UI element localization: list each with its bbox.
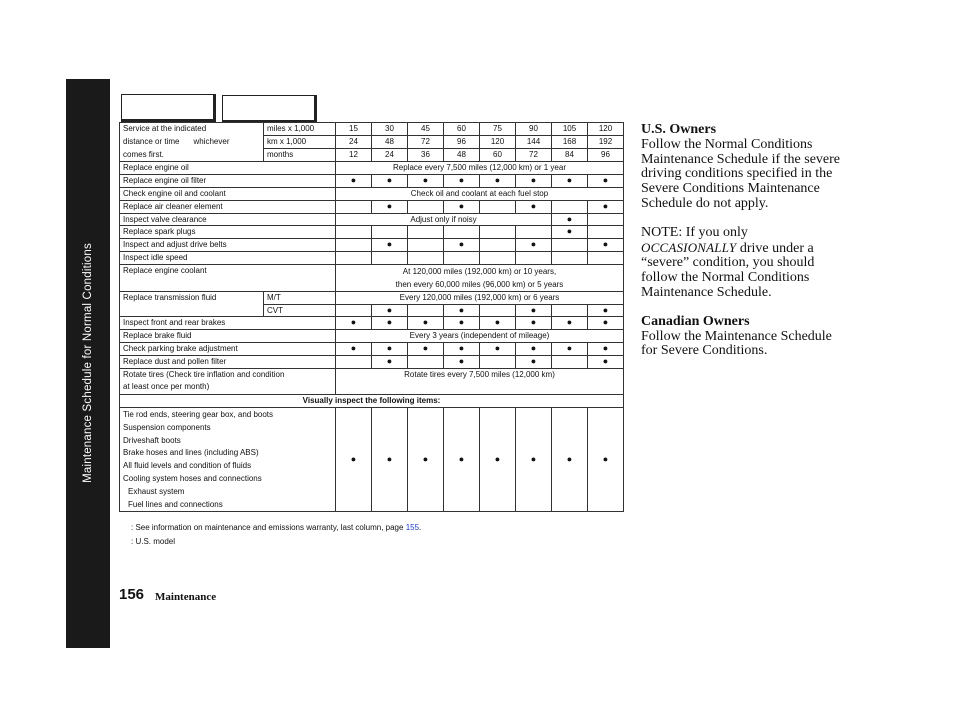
table-row [120,187,624,200]
service-dot: ● [480,407,516,511]
service-dot: ● [480,342,516,355]
service-dot: ● [588,355,624,368]
page-section-label: Maintenance [155,591,217,603]
service-dot: ● [444,317,480,330]
service-dot: ● [372,239,408,252]
canadian-owners-heading: Canadian Owners [641,313,750,329]
service-dot: ● [516,175,552,188]
service-dot: ● [516,317,552,330]
service-dot: ● [516,355,552,368]
service-dot: ● [444,342,480,355]
service-dot: ● [336,175,372,188]
list-item: Brake hoses and lines (including ABS) [123,448,259,458]
trans-mt-label: M/T [264,291,336,304]
maintenance-schedule-table [119,122,624,512]
list-item: Tie rod ends, steering gear box, and boots [123,409,274,419]
km-cell: 48 [372,136,408,149]
service-dot: ● [372,355,408,368]
unit-miles: miles x 1,000 [264,123,336,136]
item-label: Replace air cleaner element [120,200,336,213]
service-dot: ● [588,407,624,511]
service-dot: ● [336,342,372,355]
service-label-line: comes first. [123,149,164,159]
service-dot: ● [552,226,588,239]
table-row [120,175,624,188]
item-note: Every 120,000 miles (192,000 km) or 6 years [336,291,624,304]
list-item: Exhaust system [128,486,185,496]
service-dot: ● [372,317,408,330]
km-cell: 144 [516,136,552,149]
service-dot: ● [552,342,588,355]
miles-cell: 120 [588,123,624,136]
service-dot: ● [588,239,624,252]
months-cell: 12 [336,149,372,162]
item-label: Inspect valve clearance [120,213,336,226]
list-item: Suspension components [123,422,211,432]
owner-notes [641,123,851,359]
months-cell: 72 [516,149,552,162]
footnote-warranty: : See information on maintenance and emissions warranty, last column, page 155. [131,523,422,532]
service-dot: ● [444,407,480,511]
months-cell: 96 [588,149,624,162]
months-cell: 36 [408,149,444,162]
service-dot: ● [408,342,444,355]
item-note: Every 3 years (independent of mileage) [336,330,624,343]
table-row [120,213,624,226]
table-row [120,291,624,304]
item-label: Inspect front and rear brakes [120,317,336,330]
item-label: Inspect idle speed [120,251,336,264]
item-label: Check parking brake adjustment [120,342,336,355]
header-box-right [222,95,315,121]
item-label: Replace engine coolant [120,264,336,291]
service-dot: ● [552,407,588,511]
item-label: Replace engine oil [120,162,336,175]
service-dot: ● [444,355,480,368]
item-label: Inspect and adjust drive belts [120,239,336,252]
list-item: All fluid levels and condition of fluids [123,461,252,471]
page-number: 156 [119,586,145,603]
item-label: Replace engine oil filter [120,175,336,188]
service-dot: ● [588,304,624,317]
footnote-us-model: : U.S. model [131,537,176,546]
service-dot: ● [372,342,408,355]
service-dot: ● [444,239,480,252]
item-note: Rotate tires every 7,500 miles (12,000 km) [336,368,624,395]
km-cell: 168 [552,136,588,149]
service-dot: ● [336,317,372,330]
km-cell: 24 [336,136,372,149]
service-label-cell [120,123,264,162]
service-dot: ● [480,175,516,188]
list-item: Cooling system hoses and connections [123,473,262,483]
list-item: Driveshaft boots [123,435,181,445]
service-dot: ● [516,239,552,252]
note-text: NOTE: If you only OCCASIONALLY drive under a “severe” condition, you should follow the Normal Conditions Maintenance Schedule. [641,224,815,300]
service-dot: ● [372,200,408,213]
us-owners-heading: U.S. Owners [641,122,717,137]
service-dot: ● [552,213,588,226]
months-cell: 84 [552,149,588,162]
miles-cell: 60 [444,123,480,136]
table-row [120,342,624,355]
service-dot: ● [516,200,552,213]
table-row [120,355,624,368]
table-row [120,317,624,330]
service-dot: ● [552,175,588,188]
months-cell: 60 [480,149,516,162]
service-dot: ● [588,342,624,355]
header-box-left [121,94,214,120]
table-row [120,395,624,408]
visual-items-list [120,407,336,511]
trans-cvt-label: CVT [264,304,336,317]
item-label: Replace brake fluid [120,330,336,343]
table-row [120,368,624,395]
table-row [120,226,624,239]
miles-cell: 105 [552,123,588,136]
us-owners-text: Follow the Normal Conditions Maintenance Schedule if the severe driving conditions specified in the Severe Conditions Maintenance Schedule do not apply. [641,136,841,211]
service-dot: ● [372,304,408,317]
service-dot: ● [444,200,480,213]
service-dot: ● [588,175,624,188]
unit-months: months [264,149,336,162]
miles-cell: 30 [372,123,408,136]
item-note: At 120,000 miles (192,000 km) or 10 years, then every 60,000 miles (96,000 km) or 5 years [336,264,624,291]
table-row [120,330,624,343]
service-dot: ● [444,304,480,317]
item-label: Replace dust and pollen filter [120,355,336,368]
table-row [120,407,624,511]
item-label: Replace spark plugs [120,226,336,239]
km-cell: 120 [480,136,516,149]
table-row [120,251,624,264]
table-row [120,239,624,252]
service-dot: ● [516,342,552,355]
unit-km: km x 1,000 [264,136,336,149]
item-note: Adjust only if noisy [336,213,552,226]
visual-inspect-header: Visually inspect the following items: [120,395,624,408]
service-dot: ● [588,200,624,213]
km-cell: 72 [408,136,444,149]
miles-cell: 90 [516,123,552,136]
table-row [120,162,624,175]
service-dot: ● [552,317,588,330]
list-item: Fuel lines and connections [128,499,223,509]
table-row [120,264,624,291]
side-section-title: Maintenance Schedule for Normal Conditions [82,243,94,483]
service-dot: ● [444,175,480,188]
service-dot: ● [408,175,444,188]
service-dot: ● [408,317,444,330]
months-cell: 48 [444,149,480,162]
table-row [120,200,624,213]
service-label-line: distance or time whichever [123,136,230,146]
service-label-line: Service at the indicated [123,124,207,133]
footnotes [131,521,421,549]
km-cell: 192 [588,136,624,149]
item-label: Check engine oil and coolant [120,187,336,200]
item-note: Replace every 7,500 miles (12,000 km) or 1 year [336,162,624,175]
item-label: Replace transmission fluid [120,291,264,317]
page-link[interactable]: 155 [405,523,420,532]
miles-cell: 15 [336,123,372,136]
table-row [120,123,624,136]
miles-cell: 45 [408,123,444,136]
service-dot: ● [516,304,552,317]
item-label: Rotate tires (Check tire inflation and condition at least once per month) [120,368,336,395]
service-dot: ● [516,407,552,511]
service-dot: ● [480,317,516,330]
item-note: Check oil and coolant at each fuel stop [336,187,624,200]
service-dot: ● [408,407,444,511]
miles-cell: 75 [480,123,516,136]
service-dot: ● [336,407,372,511]
months-cell: 24 [372,149,408,162]
km-cell: 96 [444,136,480,149]
service-dot: ● [372,407,408,511]
canadian-owners-text: Follow the Maintenance Schedule for Severe Conditions. [641,328,832,359]
service-dot: ● [372,175,408,188]
service-dot: ● [588,317,624,330]
